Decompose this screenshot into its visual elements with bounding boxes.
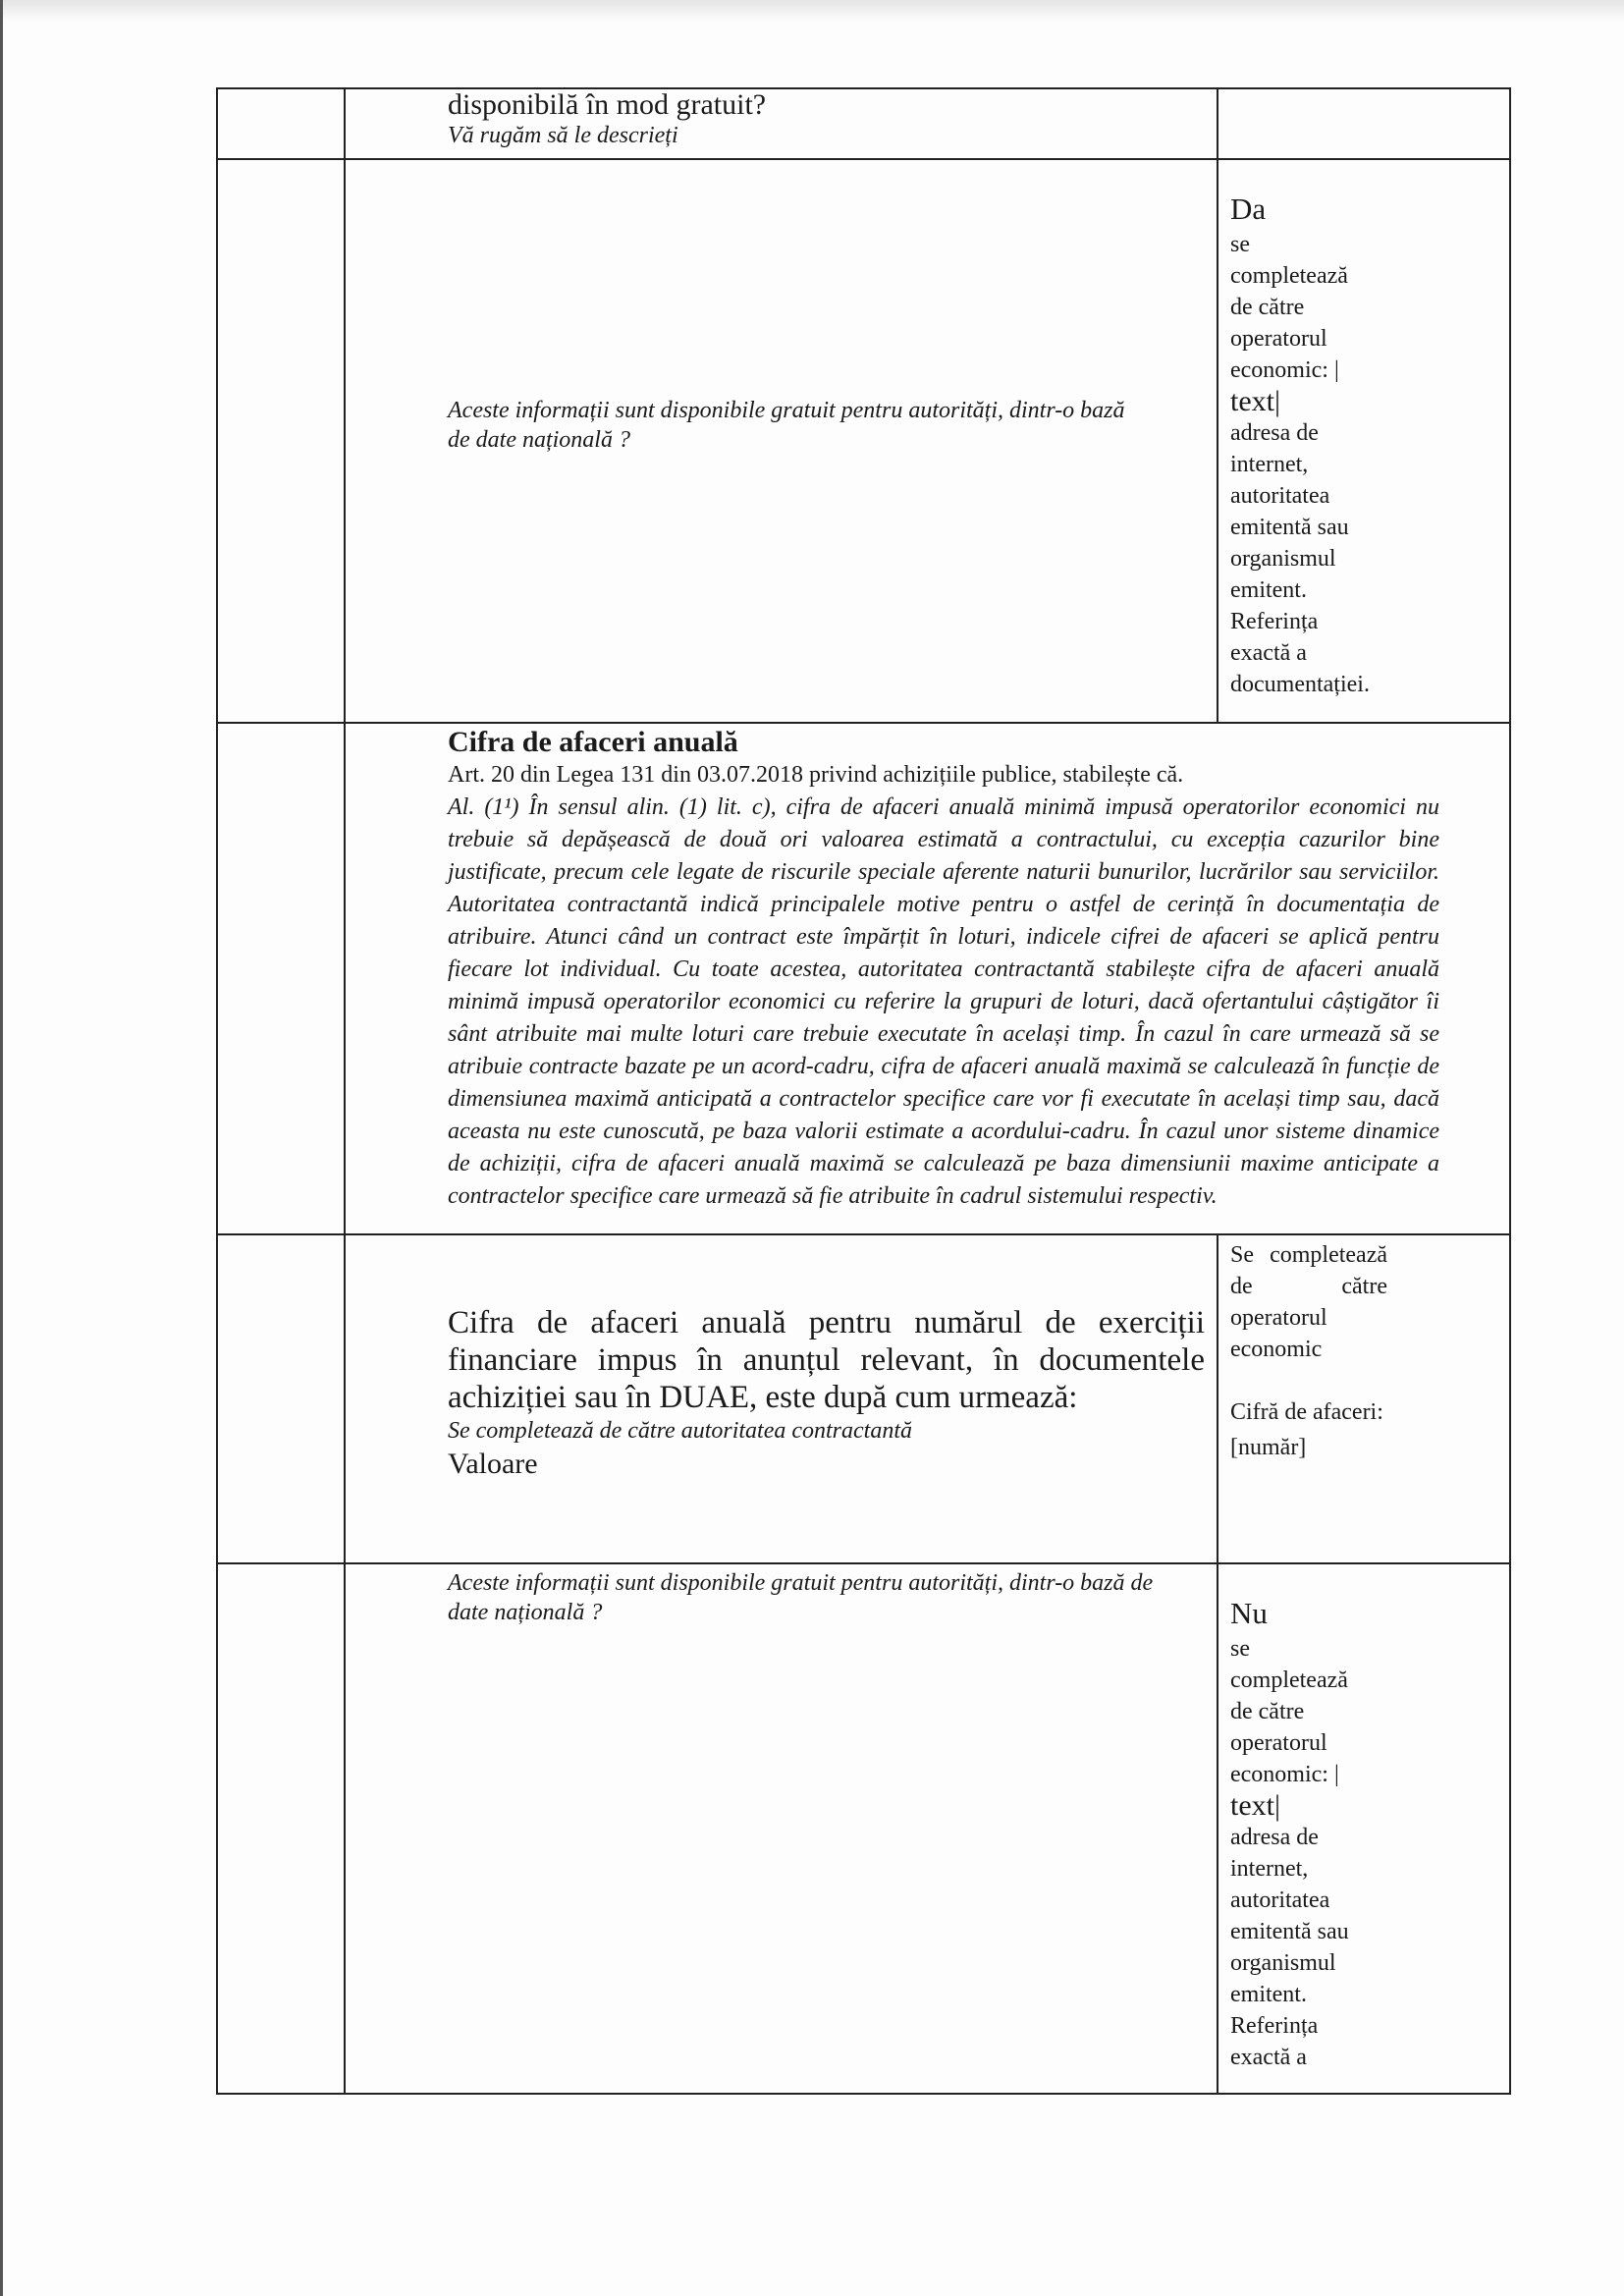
answer-cell[interactable] (1218, 88, 1510, 159)
answer-cell[interactable] (1218, 159, 1510, 723)
answer-line: text| (1230, 385, 1280, 417)
instruction: Se completează de către autoritatea contractantă (448, 1418, 913, 1444)
question: Aceste informații sunt disponibile gratuit pentru autorități, dintr-o bază de date națională ? (448, 1570, 1154, 1625)
answer-line: Referința (1230, 609, 1319, 634)
answer-line: economic: | (1230, 1762, 1339, 1787)
turnover-field-label: Cifră de afaceri: (1230, 1399, 1383, 1425)
answer-line: se (1230, 232, 1250, 257)
scan-left-edge (0, 0, 3, 2296)
answer-line: documentației. (1230, 672, 1370, 697)
question: Cifra de afaceri anuală pentru numărul de exerciții financiare impus în anunțul relevant, în documentele achiziției sau în DUAE, este după cum urmează: (448, 1305, 1205, 1415)
answer-line: de către (1230, 295, 1305, 320)
answer-line: organismul (1230, 1950, 1336, 1976)
table-row (217, 1234, 1510, 1563)
answer-text (1218, 160, 1509, 702)
scan-top-shadow (0, 0, 1624, 22)
question: disponibilă în mod gratuit? (448, 88, 767, 121)
answer-line: completează (1230, 1667, 1348, 1693)
law-paragraph: Al. (1¹) În sensul alin. (1) lit. c), cifra de afaceri anuală minimă impusă operatorilor economici nu trebuie să depășească de două ori valoarea estimată a contractului, cu excepția cazurilor bine justificate, precum cele legate de riscurile speciale aferente naturii bunurilor, lucrărilor sau serviciilor. Autoritatea contractantă indică principalele motive pentru o astfel de cerință în documentația de atribuire. Atunci când un contract este împărțit în loturi, indicele cifrei de afaceri se aplică pentru fiecare lot individual. Cu toate acestea, autoritatea contractantă stabilește cifra de afaceri anuală minimă impusă operatorilor economici cu referire la grupuri de loturi, dacă ofertantului câștigător îi sânt atribuite mai multe loturi care trebuie executate în același timp. În cazul în care urmează să se atribuie contracte bazate pe un acord-cadru, cifra de afaceri anuală maximă se calculează în funcție de dimensiunea maximă anticipată a contractelor specifice care vor fi executate în același timp sau, dacă aceasta nu este cunoscută, pe baza valorii estimate a acordului-cadru. În cazul unor sisteme dinamice de achiziții, cifra de afaceri anuală maximă se calculează pe baza dimensiunii maxime anticipate a contractelor specifice care urmează să fie atribuite în cadrul sistemului respectiv. (448, 794, 1439, 1209)
turnover-input[interactable]: [număr] (1230, 1435, 1307, 1460)
answer-line: internet, (1230, 1856, 1309, 1882)
answer-line: emitentă sau (1230, 1919, 1349, 1944)
answer-line: Referința (1230, 2013, 1319, 2039)
answer-cell[interactable] (1218, 1234, 1510, 1563)
answer-line: text| (1230, 1789, 1280, 1822)
section-intro: Art. 20 din Legea 131 din 03.07.2018 privind achizițiile publice, stabilește că. (448, 762, 1184, 788)
answer-line: completează (1230, 263, 1348, 289)
answer-line: emitent. (1230, 1982, 1307, 2007)
form-table (216, 87, 1511, 2095)
table-row (217, 1563, 1510, 2094)
answer-line: internet, (1230, 452, 1309, 477)
table-row (217, 723, 1510, 1234)
answer-value: Da (1230, 191, 1267, 226)
answer-line: exactă a (1230, 640, 1307, 666)
answer-text (1218, 1564, 1509, 2075)
answer-intro: Se completează de către operatorul economic (1230, 1242, 1387, 1362)
answer-value: Nu (1230, 1596, 1268, 1630)
answer-line: operatorul (1230, 326, 1327, 352)
table-row (217, 88, 1510, 159)
instruction: Vă rugăm să le descrieți (448, 123, 678, 148)
answer-line: emitentă sau (1230, 515, 1349, 540)
table-row (217, 159, 1510, 723)
answer-cell[interactable] (1218, 1563, 1510, 2094)
answer-line: emitent. (1230, 577, 1307, 603)
answer-line: de către (1230, 1699, 1305, 1724)
question: Aceste informații sunt disponibile gratuit pentru autorități, dintr-o bază de date națională ? (448, 398, 1125, 453)
value-label: Valoare (448, 1448, 538, 1480)
answer-line: economic: | (1230, 357, 1339, 383)
answer-line: adresa de (1230, 1825, 1319, 1850)
answer-line: operatorul (1230, 1730, 1327, 1756)
answer-line: adresa de (1230, 420, 1319, 446)
answer-line: organismul (1230, 546, 1336, 572)
answer-line: se (1230, 1636, 1250, 1662)
answer-line: autoritatea (1230, 483, 1330, 509)
answer-line: autoritatea (1230, 1887, 1330, 1913)
section-title: Cifra de afaceri anuală (448, 726, 738, 758)
answer-line: exactă a (1230, 2045, 1307, 2070)
